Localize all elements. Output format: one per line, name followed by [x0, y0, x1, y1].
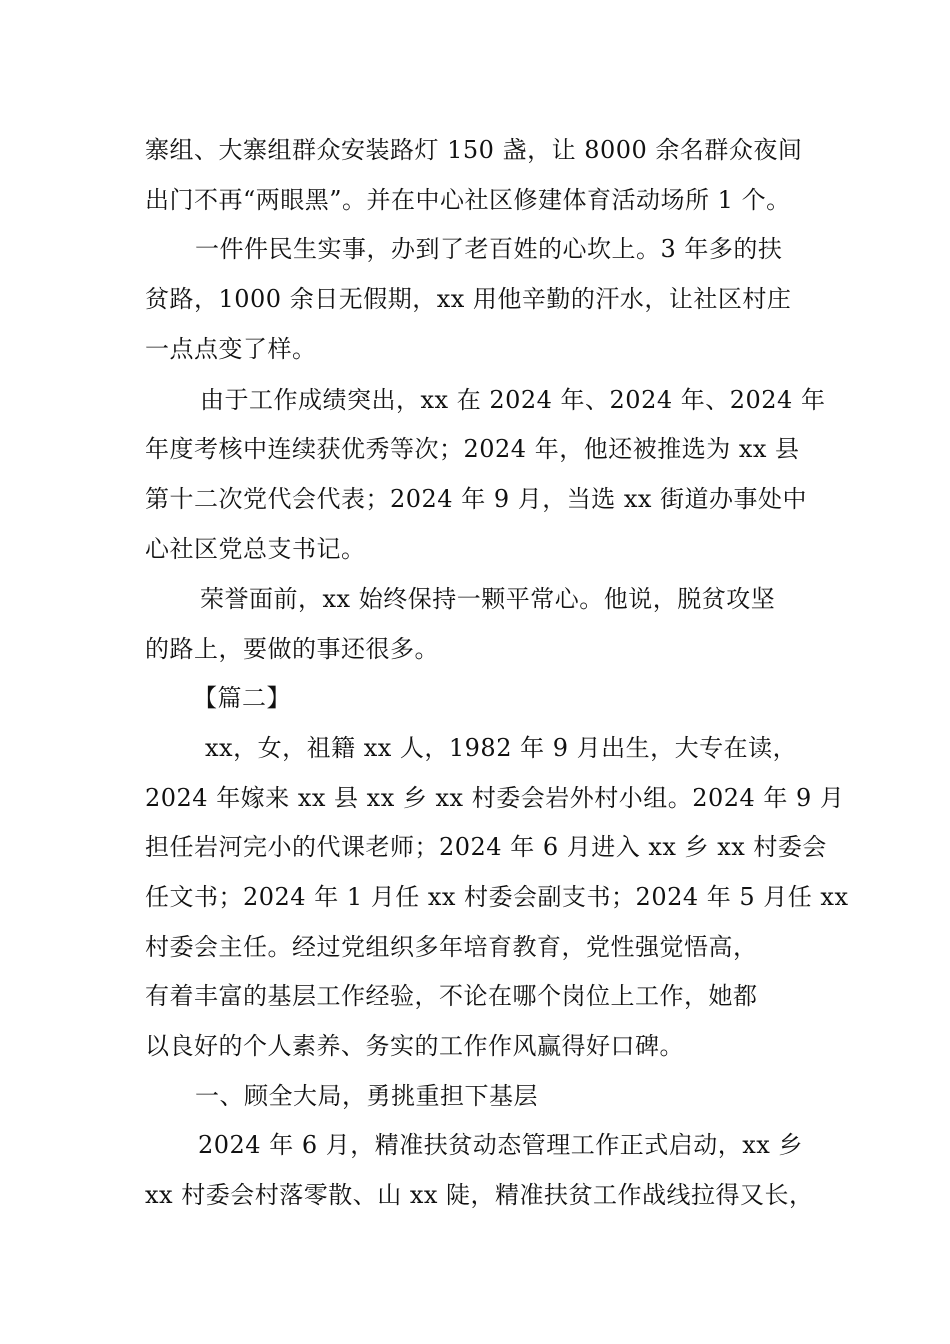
text-line: xx 村委会村落零散、山 xx 陡，精准扶贫工作战线拉得又长， [145, 1181, 814, 1209]
text-line: xx，女，祖籍 xx 人，1982 年 9 月出生，大专在读， [205, 734, 798, 762]
text-line: 第十二次党代会代表；2024 年 9 月，当选 xx 街道办事处中 [145, 485, 808, 513]
text-line: 村委会主任。经过党组织多年培育教育，党性强觉悟高， [145, 933, 758, 961]
text-line: 出门不再“两眼黑”。并在中心社区修建体育活动场所 1 个。 [145, 186, 791, 214]
text-line: 担任岩河完小的代课老师；2024 年 6 月进入 xx 乡 xx 村委会 [145, 833, 827, 861]
text-line: 心社区党总支书记。 [145, 535, 366, 563]
text-line: 以良好的个人素养、务实的工作作风赢得好口碑。 [145, 1032, 684, 1060]
text-line: 2024 年 6 月，精准扶贫动态管理工作正式启动，xx 乡 [198, 1131, 803, 1159]
text-line: 寨组、大寨组群众安装路灯 150 盏，让 8000 余名群众夜间 [145, 136, 803, 164]
text-line: 荣誉面前，xx 始终保持一颗平常心。他说，脱贫攻坚 [200, 585, 776, 613]
text-line: 年度考核中连续获优秀等次；2024 年，他还被推选为 xx 县 [145, 435, 800, 463]
text-line: 2024 年嫁来 xx 县 xx 乡 xx 村委会岩外村小组。2024 年 9 月 [145, 784, 845, 812]
text-line: 一点点变了样。 [145, 335, 317, 363]
text-line: 任文书；2024 年 1 月任 xx 村委会副支书；2024 年 5 月任 xx [145, 883, 849, 911]
section-heading: 【篇二】 [193, 684, 291, 712]
text-line: 由于工作成绩突出，xx 在 2024 年、2024 年、2024 年 [200, 386, 826, 414]
text-line: 有着丰富的基层工作经验，不论在哪个岗位上工作，她都 [145, 982, 758, 1010]
subsection-heading: 一、顾全大局，勇挑重担下基层 [195, 1082, 538, 1110]
text-line: 一件件民生实事，办到了老百姓的心坎上。3 年多的扶 [195, 235, 783, 263]
text-line: 贫路，1000 余日无假期，xx 用他辛勤的汗水，让社区村庄 [145, 285, 792, 313]
text-line: 的路上，要做的事还很多。 [145, 635, 439, 663]
